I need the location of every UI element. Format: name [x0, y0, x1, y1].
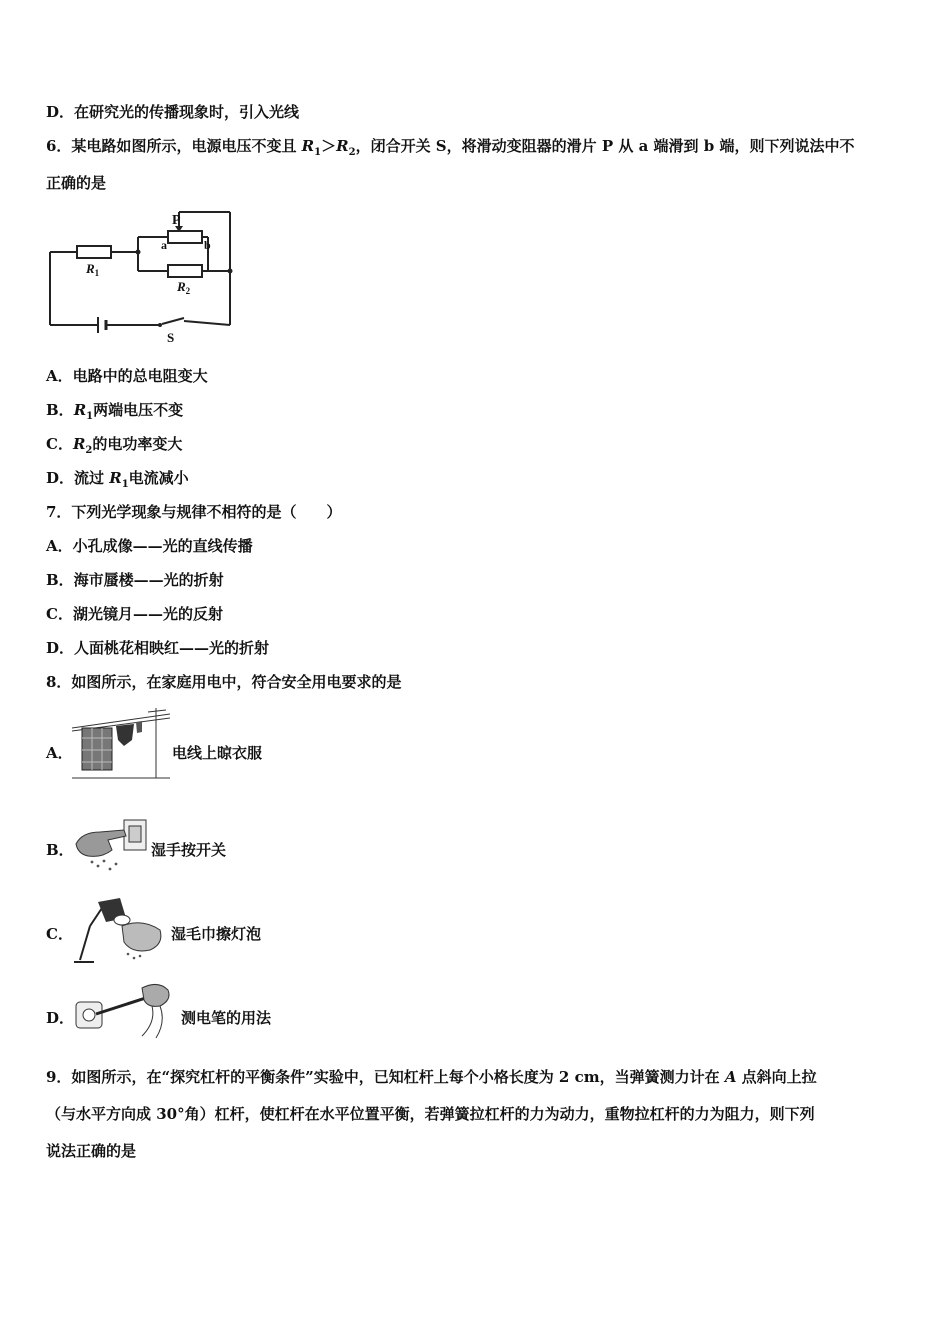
q8-option-c-text: 湿毛巾擦灯泡	[171, 925, 262, 943]
rheostat	[168, 231, 202, 243]
junction-right	[228, 269, 233, 274]
q9-stem-line-2: （与水平方向成 30°角）杠杆，使杠杆在水平位置平衡，若弹簧拉杠杆的力为动力，重物拉杠杆的力为阻力，则下列	[46, 1105, 815, 1123]
q6-option-a: A．电路中的总电阻变大	[46, 367, 208, 385]
q7-option-b: B．海市蜃楼——光的折射	[46, 571, 224, 589]
q6-option-c: C．$R_2$的电功率变大	[46, 435, 183, 456]
q8-option-c-letter: C．	[46, 925, 73, 943]
label-r1: $R_1$	[86, 261, 100, 278]
label-r2: $R_2$	[177, 279, 191, 296]
q8-option-c-image	[72, 896, 168, 966]
q5-option-d: D．在研究光的传播现象时，引入光线	[46, 103, 300, 121]
q7-option-d: D．人面桃花相映红——光的折射	[46, 639, 270, 657]
q6-option-d: D．流过 $R_1$电流减小	[46, 469, 189, 490]
q7-option-a: A．小孔成像——光的直线传播	[46, 537, 253, 555]
q8-option-a-image	[72, 706, 170, 781]
q8-option-a-letter: A．	[46, 744, 73, 762]
q8-option-a-text: 电线上晾衣服	[172, 744, 263, 762]
q9-stem-line-3: 说法正确的是	[46, 1142, 137, 1160]
q6-stem-line-1: 6．某电路如图所示，电源电压不变且 $R_1>R_2$，闭合开关 S，将滑动变阻器的滑片 P 从 a 端滑到 b 端，则下列说法中不	[46, 137, 855, 158]
q8-stem: 8．如图所示，在家庭用电中，符合安全用电要求的是	[46, 673, 402, 691]
q8-option-d-image	[72, 978, 176, 1042]
label-s: S	[167, 330, 175, 345]
q6-circuit-diagram	[44, 205, 244, 345]
switch-contact-left	[158, 323, 162, 327]
q6-option-b: B．$R_1$两端电压不变	[46, 401, 184, 422]
junction-left	[136, 250, 141, 255]
q8-option-b-image	[72, 814, 150, 874]
label-a: a	[161, 238, 167, 252]
r1-resistor	[77, 246, 111, 258]
switch-blade	[162, 318, 184, 324]
q7-option-c: C．湖光镜月——光的反射	[46, 605, 223, 623]
label-p: P	[172, 213, 181, 228]
q7-stem: 7．下列光学现象与规律不相符的是（ ）	[46, 503, 342, 521]
q8-option-b-text: 湿手按开关	[151, 841, 227, 859]
q8-option-d-letter: D．	[46, 1009, 75, 1027]
q8-option-d-text: 测电笔的用法	[181, 1009, 272, 1027]
label-b: b	[204, 238, 211, 252]
q9-stem-line-1: 9．如图所示，在“探究杠杆的平衡条件”实验中，已知杠杆上每个小格长度为 2 cm，当弹簧测力计在 A 点斜向上拉	[46, 1068, 817, 1086]
r2-resistor	[168, 265, 202, 277]
q8-option-b-letter: B．	[46, 841, 74, 859]
q6-stem-line-2: 正确的是	[46, 174, 107, 192]
